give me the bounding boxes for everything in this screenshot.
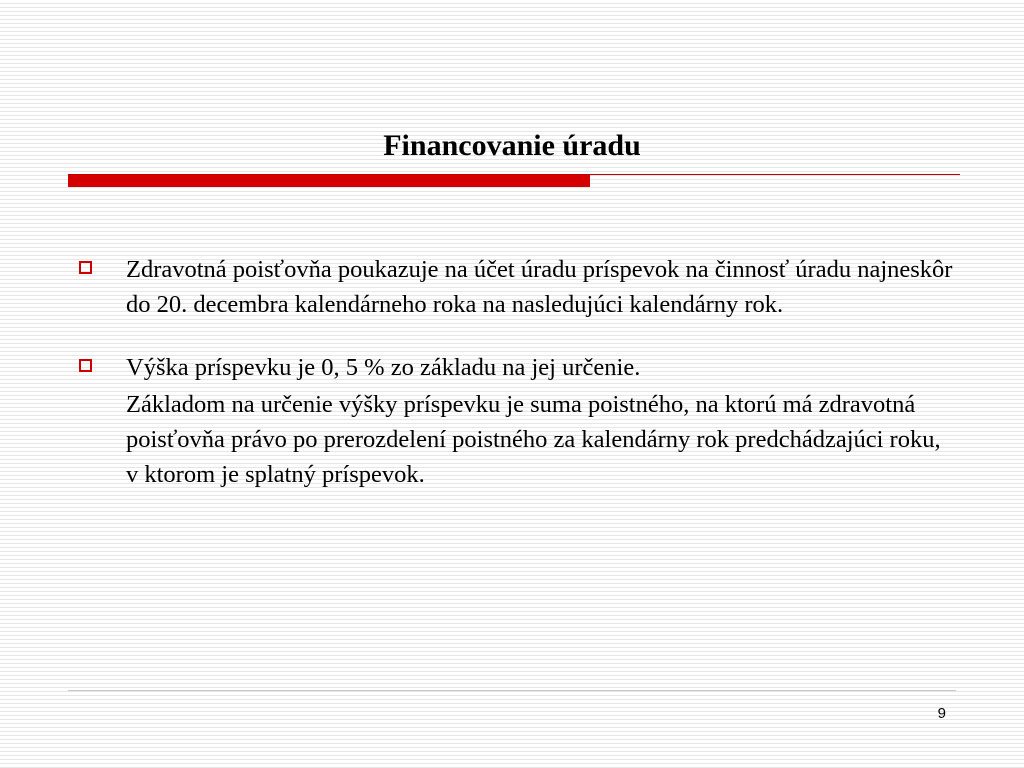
bullet-text: Výška príspevku je 0, 5 % zo základu na jej určenie.: [126, 354, 641, 381]
footer-divider: [68, 690, 956, 691]
square-bullet-icon: [79, 261, 92, 274]
slide-body: [76, 252, 956, 492]
slide-title: Financovanie úradu: [383, 129, 641, 162]
square-bullet-icon: [79, 359, 92, 372]
title-underline-accent: [68, 175, 590, 187]
page-number: 9: [937, 705, 946, 722]
bullet-text: Zdravotná poisťovňa poukazuje na účet úradu príspevok na činnosť úradu najneskôr do 20. decembra kalendárneho roka na nasledujúci kalendárny rok.: [126, 256, 953, 318]
bullet-item: [76, 252, 956, 322]
bullet-continuation-text: Základom na určenie výšky príspevku je suma poistného, na ktorú má zdravotná poisťovňa právo po prerozdelení poistného za kalendárny rok predchádzajúci roku, v ktorom je splatný príspevok.: [126, 391, 941, 488]
bullet-item: [76, 350, 956, 492]
